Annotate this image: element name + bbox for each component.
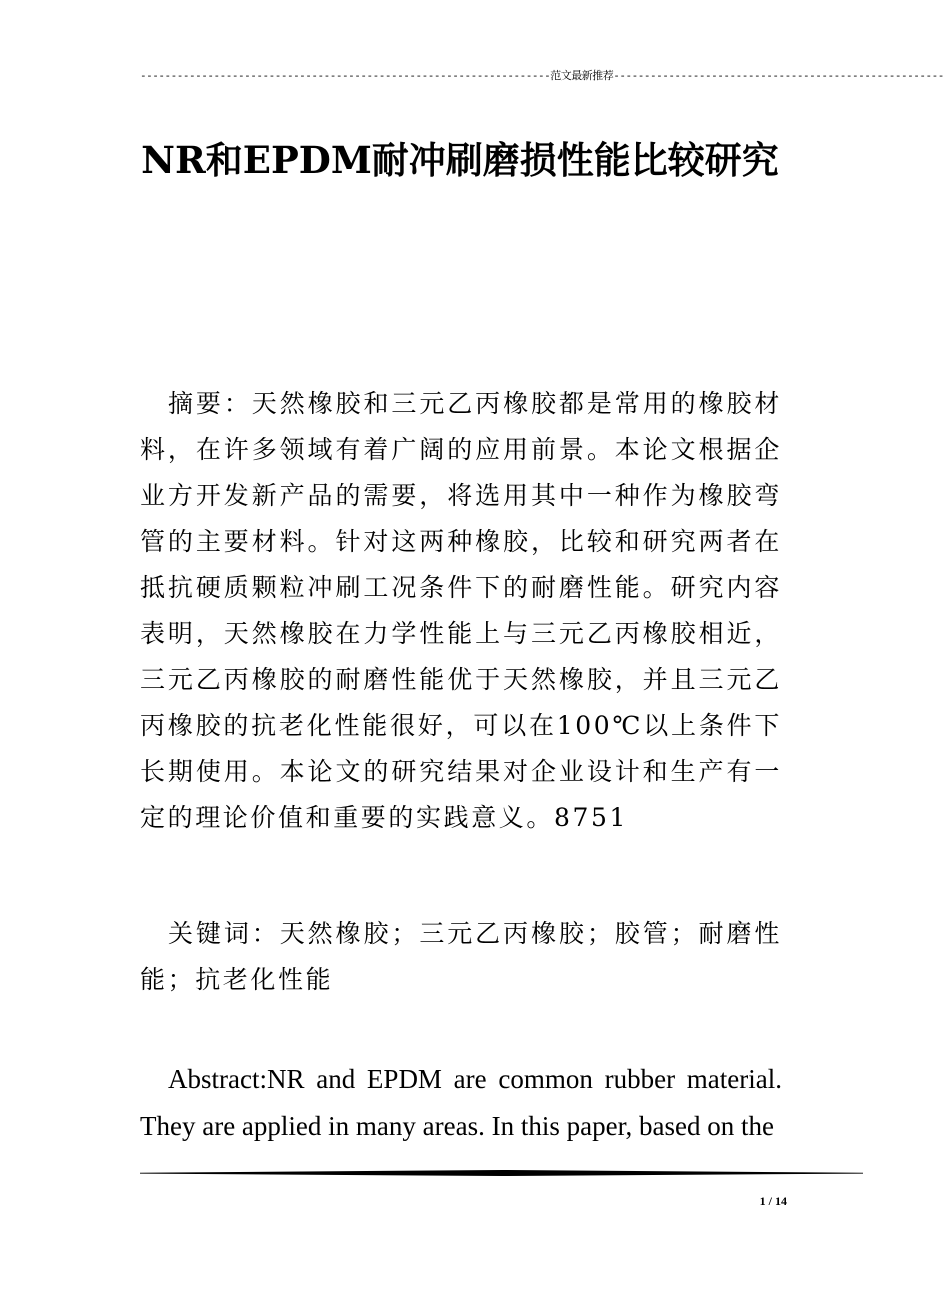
footer-divider [140, 1170, 863, 1176]
page-header: -------------------------------------------------------------------范文最新推荐------------------------------------------------------ [140, 69, 944, 82]
keywords: 关键词：天然橡胶；三元乙丙橡胶；胶管；耐磨性能；抗老化性能 [140, 919, 782, 994]
abstract-chinese: 摘要：天然橡胶和三元乙丙橡胶都是常用的橡胶材料，在许多领域有着广阔的应用前景。本论文根据企业方开发新产品的需要，将选用其中一种作为橡胶弯管的主要材料。针对这两种橡胶，比较和研究两者在抵抗硬质颗粒冲刷工况条件下的耐磨性能。研究内容表明，天然橡胶在力学性能上与三元乙丙橡胶相近，三元乙丙橡胶的耐磨性能优于天然橡胶，并且三元乙丙橡胶的抗老化性能很好，可以在100℃以上条件下长期使用。本论文的研究结果对企业设计和生产有一定的理论价值和重要的实践意义。8751 [140, 389, 782, 832]
document-title: NR和EPDM耐冲刷磨损性能比较研究 [141, 138, 779, 182]
abstract-english: Abstract:NR and EPDM are common rubber material. They are applied in many areas. In this paper, based on the [140, 1064, 782, 1141]
page-number: 1 / 14 [759, 1194, 787, 1208]
